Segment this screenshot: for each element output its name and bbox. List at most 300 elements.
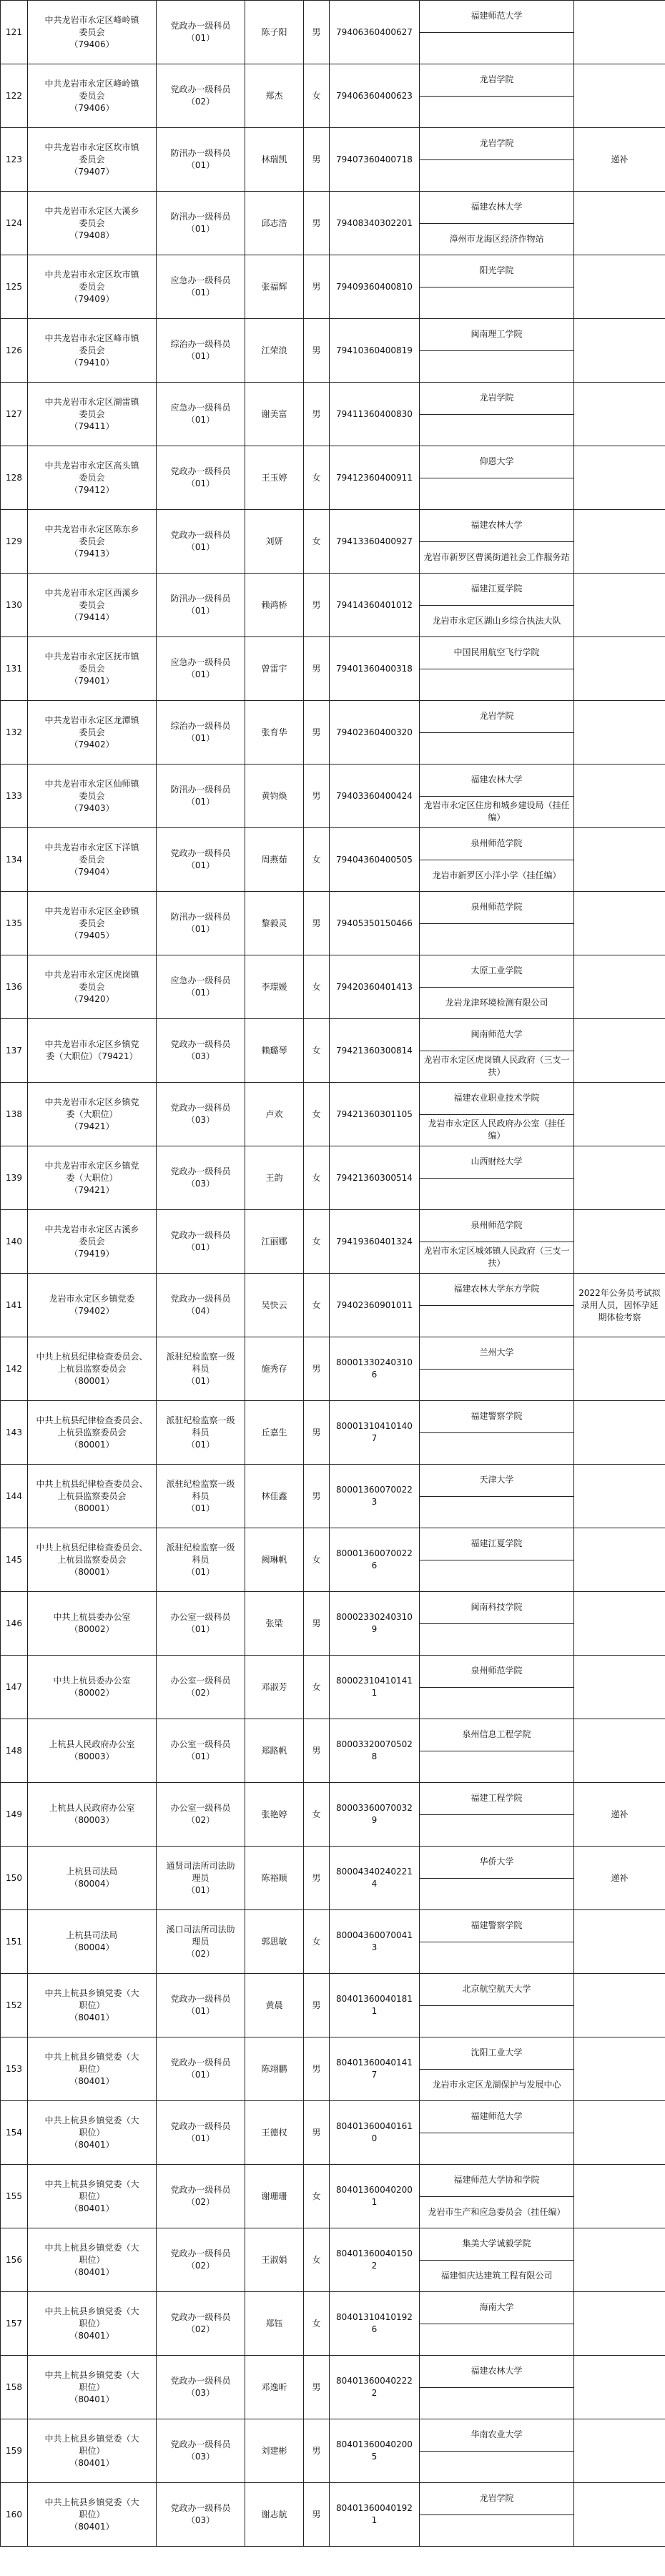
school-text: 山西财经大学 xyxy=(471,1156,523,1167)
row-number: 134 xyxy=(6,854,22,865)
position-line: （01） xyxy=(186,1566,215,1577)
work-unit xyxy=(420,350,573,383)
unit-line: 中共上杭县乡镇党委（大 xyxy=(44,2433,139,2444)
school xyxy=(420,765,573,796)
row-number: 159 xyxy=(6,2445,22,2456)
education-work-cell xyxy=(420,1,574,64)
unit-cell xyxy=(28,955,157,1019)
row-number: 150 xyxy=(6,1872,22,1883)
unit-line: （80401） xyxy=(69,2330,114,2341)
note-cell xyxy=(574,64,665,128)
position-line: 派驻纪检监察一级 xyxy=(166,1415,235,1425)
school-text: 闽南师范大学 xyxy=(471,1029,523,1040)
note: 递补 xyxy=(611,154,629,164)
row-number-cell xyxy=(1,1274,28,1337)
unit-line: 中共上杭县纪律检查委员会、 xyxy=(36,1415,148,1425)
table-row xyxy=(1,192,665,255)
position-line: 党政办一级科员 xyxy=(170,2185,231,2195)
position-line: （04） xyxy=(186,1306,215,1316)
unit-cell xyxy=(28,192,157,255)
unit-cell xyxy=(28,1210,157,1274)
unit-line: 职位） xyxy=(79,2445,105,2456)
name-cell xyxy=(245,128,304,192)
position-line: （01） xyxy=(186,1439,215,1450)
unit-cell xyxy=(28,1083,157,1146)
position-line: 党政办一级科员 xyxy=(170,2439,231,2449)
position-cell xyxy=(157,2037,245,2101)
exam-id: 79420360401413 xyxy=(336,981,413,992)
position-cell xyxy=(157,1719,245,1783)
note-cell xyxy=(574,1592,665,1656)
unit-line: 中共上杭县乡镇党委（大 xyxy=(44,1987,139,1998)
sex-cell xyxy=(304,128,330,192)
sex-cell xyxy=(304,2292,330,2356)
candidate-name: 王玉婷 xyxy=(261,472,287,483)
unit-cell xyxy=(28,1401,157,1465)
unit-line: 职位） xyxy=(79,2127,105,2138)
exam-id: 80001310410140 7 xyxy=(336,1421,413,1443)
candidate-name: 邱志浩 xyxy=(261,217,287,228)
row-number-cell xyxy=(1,446,28,510)
unit-line: （79412） xyxy=(69,484,114,495)
row-number-cell xyxy=(1,1,28,64)
exam-id-cell xyxy=(330,192,420,255)
school-text: 福建江夏学院 xyxy=(471,1538,523,1549)
name-cell xyxy=(245,2356,304,2419)
unit-cell xyxy=(28,2356,157,2419)
position-line: （02） xyxy=(186,2197,215,2207)
sex-cell xyxy=(304,828,330,892)
school-text: 福建农业职业技术学院 xyxy=(453,1093,540,1103)
exam-id-cell xyxy=(330,1719,420,1783)
candidate-sex: 男 xyxy=(312,1872,321,1883)
candidate-name: 郑路帆 xyxy=(261,1745,287,1756)
position-line: 防汛办一级科员 xyxy=(170,148,231,158)
name-cell xyxy=(245,510,304,574)
unit-cell xyxy=(28,2165,157,2228)
unit-cell xyxy=(28,1274,157,1337)
position-line: （01） xyxy=(186,924,215,934)
candidate-sex: 女 xyxy=(312,1045,321,1056)
education-work-cell xyxy=(420,1719,574,1783)
candidate-sex: 女 xyxy=(312,1236,321,1247)
name-cell xyxy=(245,1083,304,1146)
position-line: 党政办一级科员 xyxy=(170,2312,231,2322)
unit-line: 委员会 xyxy=(79,918,105,928)
note-cell xyxy=(574,892,665,955)
table-row xyxy=(1,1592,665,1656)
education-work-cell xyxy=(420,319,574,383)
row-number-cell xyxy=(1,383,28,446)
education-work-cell xyxy=(420,383,574,446)
unit-line: 委员会 xyxy=(79,345,105,355)
unit-line: 委员会 xyxy=(79,154,105,164)
name-cell xyxy=(245,1528,304,1592)
position-cell xyxy=(157,2228,245,2292)
position-line: 党政办一级科员 xyxy=(170,530,231,540)
table-row xyxy=(1,1656,665,1719)
exam-id: 80401360040150 2 xyxy=(336,2248,413,2271)
position-line: （03） xyxy=(186,2452,215,2462)
unit-line: 职位） xyxy=(79,2509,105,2520)
note-cell xyxy=(574,1,665,64)
education-work-cell xyxy=(420,446,574,510)
exam-id: 80401360040181 1 xyxy=(336,1994,413,2016)
position-line: （01） xyxy=(186,224,215,234)
school xyxy=(420,2165,573,2196)
unit-line: 上杭县监察委员会 xyxy=(57,1490,127,1501)
row-number-cell xyxy=(1,1783,28,1847)
unit-line: （80401） xyxy=(69,2012,114,2022)
unit-line: （80401） xyxy=(69,2075,114,2086)
education-work-cell xyxy=(420,2292,574,2356)
unit-line: 中共上杭县乡镇党委（大 xyxy=(44,2497,139,2507)
school-text: 兰州大学 xyxy=(479,1347,514,1358)
exam-id: 79406360400623 xyxy=(336,90,413,101)
candidate-name: 张福辉 xyxy=(261,281,287,292)
education-work-cell xyxy=(420,1528,574,1592)
row-number-cell xyxy=(1,1401,28,1465)
work-unit-text: 龙岩市永定区住房和城乡建设局（挂任编） xyxy=(423,800,570,823)
unit-line: （80401） xyxy=(69,2394,114,2404)
exam-id-cell xyxy=(330,255,420,319)
exam-id-cell xyxy=(330,828,420,892)
school xyxy=(420,574,573,605)
unit-line: 中共龙岩市永定区大溪乡 xyxy=(44,205,139,216)
exam-id-cell xyxy=(330,1656,420,1719)
position-line: （01） xyxy=(186,1751,215,1761)
position-cell xyxy=(157,637,245,701)
note-cell xyxy=(574,1337,665,1401)
school xyxy=(420,1656,573,1687)
candidate-name: 黄晨 xyxy=(265,2000,283,2010)
position-line: （01） xyxy=(186,606,215,616)
row-number: 125 xyxy=(6,281,22,292)
row-number-cell xyxy=(1,510,28,574)
position-line: （01） xyxy=(186,733,215,743)
row-number-cell xyxy=(1,1910,28,1974)
unit-line: 中共龙岩市永定区峰岭镇 xyxy=(44,14,139,25)
exam-id-cell xyxy=(330,1146,420,1210)
name-cell xyxy=(245,828,304,892)
position-cell xyxy=(157,2101,245,2165)
unit-cell xyxy=(28,2292,157,2356)
position-cell xyxy=(157,701,245,765)
unit-line: 职位） xyxy=(79,2381,105,2392)
unit-line: （80004） xyxy=(69,1942,114,1952)
name-cell xyxy=(245,1,304,64)
education-work-cell xyxy=(420,1401,574,1465)
work-unit-text: 福建恒庆达建筑工程有限公司 xyxy=(440,2270,553,2281)
school-text: 太原工业学院 xyxy=(471,965,523,976)
school xyxy=(420,1019,573,1051)
name-cell xyxy=(245,2419,304,2483)
unit-line: 中共上杭县委办公室 xyxy=(53,1612,131,1622)
position-line: （03） xyxy=(186,1179,215,1189)
name-cell xyxy=(245,446,304,510)
row-number-cell xyxy=(1,255,28,319)
row-number: 129 xyxy=(6,536,22,546)
candidate-sex: 女 xyxy=(312,1299,321,1310)
note-cell xyxy=(574,2419,665,2483)
position-cell xyxy=(157,1847,245,1910)
exam-id: 80401360040200 5 xyxy=(336,2439,413,2462)
position-line: 党政办一级科员 xyxy=(170,2376,231,2386)
work-unit xyxy=(420,1051,573,1083)
position-line: 党政办一级科员 xyxy=(170,21,231,31)
note-cell xyxy=(574,1974,665,2037)
education-work-cell xyxy=(420,1337,574,1401)
sex-cell xyxy=(304,1465,330,1528)
name-cell xyxy=(245,701,304,765)
exam-id-cell xyxy=(330,2292,420,2356)
exam-id: 79404360400505 xyxy=(336,854,413,865)
note-cell xyxy=(574,637,665,701)
education-work-cell xyxy=(420,64,574,128)
row-number-cell xyxy=(1,1974,28,2037)
education-work-cell xyxy=(420,2101,574,2165)
unit-line: 中共上杭县纪律检查委员会、 xyxy=(36,1478,148,1489)
school-text: 阳光学院 xyxy=(479,265,514,276)
unit-cell xyxy=(28,1974,157,2037)
school xyxy=(420,2419,573,2451)
sex-cell xyxy=(304,2419,330,2483)
exam-id: 79403360400424 xyxy=(336,790,413,801)
unit-cell xyxy=(28,2228,157,2292)
position-cell xyxy=(157,1019,245,1083)
name-cell xyxy=(245,2165,304,2228)
note-cell xyxy=(574,2292,665,2356)
name-cell xyxy=(245,637,304,701)
table-row xyxy=(1,2101,665,2165)
note-cell xyxy=(574,1401,665,1465)
school-text: 华侨大学 xyxy=(479,1857,514,1867)
row-number: 128 xyxy=(6,472,22,483)
sex-cell xyxy=(304,701,330,765)
position-line: （01） xyxy=(186,669,215,679)
exam-id-cell xyxy=(330,2228,420,2292)
note-cell xyxy=(574,1528,665,1592)
name-cell xyxy=(245,955,304,1019)
row-number: 156 xyxy=(6,2254,22,2265)
work-unit xyxy=(420,1432,573,1465)
exam-id-cell xyxy=(330,1528,420,1592)
exam-id: 80003360070032 9 xyxy=(336,1803,413,1825)
candidate-sex: 女 xyxy=(312,854,321,865)
table-row xyxy=(1,1974,665,2037)
position-line: 应急办一级科员 xyxy=(170,275,231,285)
row-number-cell xyxy=(1,1019,28,1083)
position-cell xyxy=(157,574,245,637)
exam-id-cell xyxy=(330,1783,420,1847)
school xyxy=(420,637,573,669)
row-number: 155 xyxy=(6,2191,22,2201)
name-cell xyxy=(245,255,304,319)
work-unit xyxy=(420,2196,573,2228)
school xyxy=(420,1401,573,1432)
position-line: （01） xyxy=(186,351,215,361)
candidate-name: 李璟媛 xyxy=(261,981,287,992)
candidate-name: 黄钧焕 xyxy=(261,790,287,801)
exam-id-cell xyxy=(330,1847,420,1910)
work-unit xyxy=(420,2133,573,2165)
work-unit xyxy=(420,732,573,765)
unit-line: 中共上杭县乡镇党委（大 xyxy=(44,2369,139,2380)
exam-id-cell xyxy=(330,1465,420,1528)
unit-line: 中共上杭县乡镇党委（大 xyxy=(44,2178,139,2189)
candidate-sex: 女 xyxy=(312,90,321,101)
exam-id-cell xyxy=(330,2483,420,2547)
exam-id-cell xyxy=(330,2037,420,2101)
position-line: （01） xyxy=(186,797,215,807)
table-row xyxy=(1,574,665,637)
unit-line: （79408） xyxy=(69,230,114,240)
school-text: 福建农林大学 xyxy=(471,520,523,531)
position-line: 防汛办一级科员 xyxy=(170,594,231,604)
position-line: 科员 xyxy=(192,1554,210,1565)
note-cell xyxy=(574,2101,665,2165)
unit-line: （80401） xyxy=(69,2266,114,2277)
unit-line: 中共龙岩市永定区金砂镇 xyxy=(44,905,139,916)
candidate-sex: 男 xyxy=(312,2000,321,2010)
row-number: 130 xyxy=(6,599,22,610)
position-line: 综治办一级科员 xyxy=(170,339,231,349)
position-line: 党政办一级科员 xyxy=(170,1230,231,1240)
exam-id-cell xyxy=(330,1592,420,1656)
position-line: （02） xyxy=(186,1688,215,1698)
work-unit xyxy=(420,669,573,701)
exam-id-cell xyxy=(330,1337,420,1401)
school-text: 中国民用航空飞行学院 xyxy=(453,647,540,658)
sex-cell xyxy=(304,1528,330,1592)
exam-id: 79419360401324 xyxy=(336,1236,413,1247)
school xyxy=(420,1337,573,1369)
row-number: 147 xyxy=(6,1681,22,1692)
name-cell xyxy=(245,1337,304,1401)
unit-line: （80003） xyxy=(69,1815,114,1825)
exam-id: 80002310410141 1 xyxy=(336,1676,413,1698)
position-cell xyxy=(157,828,245,892)
position-line: 科员 xyxy=(192,1427,210,1437)
school-text: 龙岩学院 xyxy=(479,138,514,149)
candidate-name: 谢美富 xyxy=(261,408,287,419)
work-unit-text: 龙岩市永定区人民政府办公室（挂任编） xyxy=(428,1119,566,1141)
note-cell xyxy=(574,2165,665,2228)
position-line: 党政办一级科员 xyxy=(170,2248,231,2258)
name-cell xyxy=(245,1974,304,2037)
unit-line: （80401） xyxy=(69,2203,114,2213)
unit-line: 中共龙岩市永定区乡镇党 xyxy=(44,1160,139,1171)
row-number-cell xyxy=(1,1210,28,1274)
school xyxy=(420,2228,573,2260)
work-unit xyxy=(420,1242,573,1274)
education-work-cell xyxy=(420,1274,574,1337)
unit-line: （80001） xyxy=(69,1503,114,1513)
work-unit xyxy=(420,987,573,1019)
school xyxy=(420,2292,573,2324)
work-unit xyxy=(420,2260,573,2292)
candidate-sex: 男 xyxy=(312,1427,321,1437)
position-cell xyxy=(157,1274,245,1337)
school xyxy=(420,192,573,223)
unit-line: 委员会 xyxy=(79,663,105,674)
table-row xyxy=(1,1146,665,1210)
unit-line: （79420） xyxy=(69,993,114,1004)
row-number: 138 xyxy=(6,1108,22,1119)
position-cell xyxy=(157,892,245,955)
school xyxy=(420,255,573,287)
work-unit xyxy=(420,96,573,128)
row-number-cell xyxy=(1,765,28,828)
unit-line: 委员会 xyxy=(79,854,105,865)
work-unit-text: 龙岩龙津环境检测有限公司 xyxy=(445,997,548,1008)
school-text: 海南大学 xyxy=(479,2302,514,2313)
school-text: 福建农林大学东方学院 xyxy=(453,1284,540,1294)
table-row xyxy=(1,510,665,574)
sex-cell xyxy=(304,1847,330,1910)
exam-id-cell xyxy=(330,1910,420,1974)
position-line: 综治办一级科员 xyxy=(170,721,231,731)
candidate-name: 邓淑芳 xyxy=(261,1681,287,1692)
unit-line: （79406） xyxy=(69,39,114,49)
unit-line: （79407） xyxy=(69,166,114,177)
unit-cell xyxy=(28,892,157,955)
school xyxy=(420,64,573,96)
work-unit xyxy=(420,478,573,510)
note-cell xyxy=(574,1847,665,1910)
sex-cell xyxy=(304,574,330,637)
table-row xyxy=(1,1528,665,1592)
note-cell xyxy=(574,765,665,828)
candidate-name: 王淑娟 xyxy=(261,2254,287,2265)
exam-id-cell xyxy=(330,955,420,1019)
school xyxy=(420,2483,573,2514)
school xyxy=(420,1847,573,1878)
table-row xyxy=(1,2228,665,2292)
position-line: 党政办一级科员 xyxy=(170,1294,231,1304)
candidate-sex: 男 xyxy=(312,26,321,37)
position-cell xyxy=(157,2483,245,2547)
exam-id-cell xyxy=(330,892,420,955)
school-text: 福建师范大学 xyxy=(471,11,523,21)
school xyxy=(420,1210,573,1242)
unit-cell xyxy=(28,1656,157,1719)
work-unit-text: 龙岩市永定区湖山乡综合执法大队 xyxy=(432,615,561,626)
row-number: 126 xyxy=(6,345,22,355)
position-line: （02） xyxy=(186,2261,215,2271)
education-work-cell xyxy=(420,2356,574,2419)
unit-line: （79414） xyxy=(69,611,114,622)
candidate-sex: 男 xyxy=(312,2509,321,2520)
row-number-cell xyxy=(1,1337,28,1401)
name-cell xyxy=(245,319,304,383)
exam-id-cell xyxy=(330,446,420,510)
work-unit xyxy=(420,605,573,637)
position-line: 党政办一级科员 xyxy=(170,848,231,858)
sex-cell xyxy=(304,1783,330,1847)
position-line: （02） xyxy=(186,1948,215,1959)
row-number-cell xyxy=(1,2228,28,2292)
candidate-name: 陈裕顺 xyxy=(261,1872,287,1883)
school xyxy=(420,828,573,860)
unit-line: 委员会 xyxy=(79,408,105,419)
note-cell xyxy=(574,383,665,446)
school-text: 龙岩学院 xyxy=(479,2493,514,2504)
unit-line: 中共龙岩市永定区高头镇 xyxy=(44,460,139,471)
work-unit xyxy=(420,1687,573,1719)
exam-id: 80002330240310 9 xyxy=(336,1612,413,1634)
sex-cell xyxy=(304,2483,330,2547)
